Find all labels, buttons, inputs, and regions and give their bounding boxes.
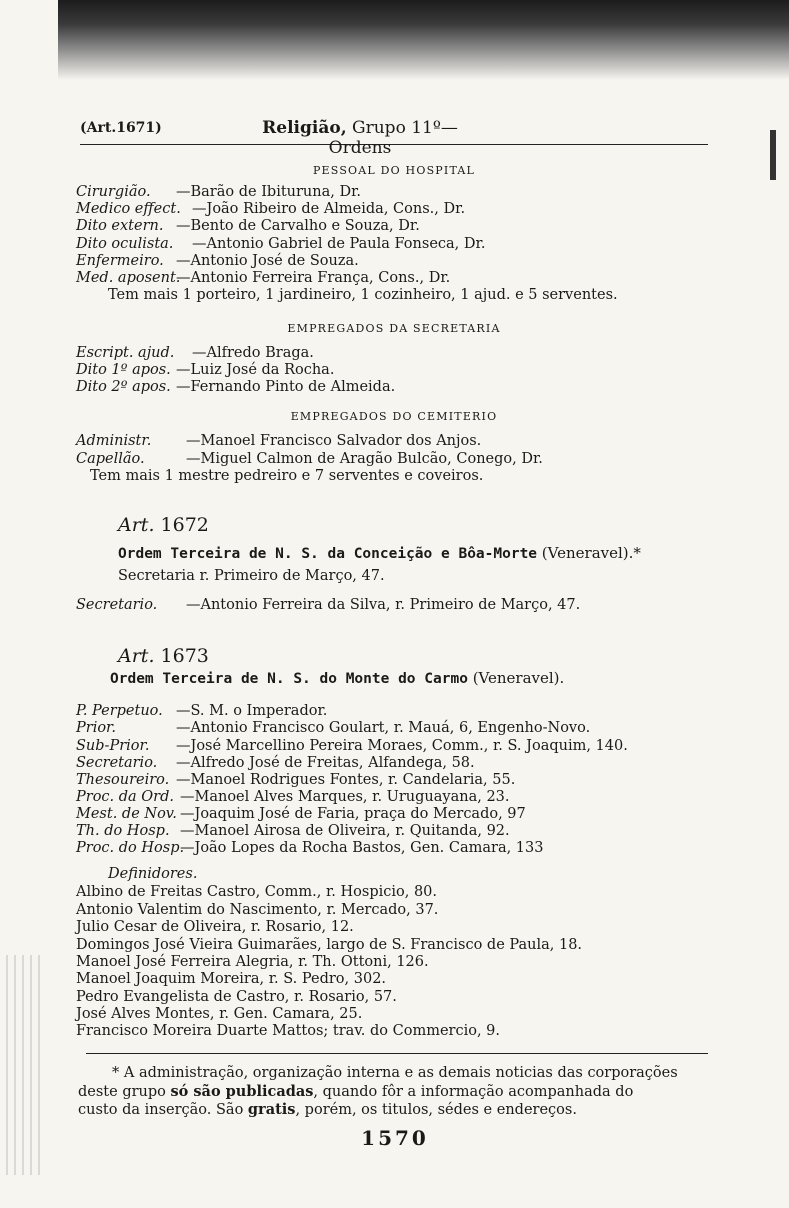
entry-label: Cirurgião. — [76, 184, 151, 200]
footnote-text: custo da inserção. São — [78, 1102, 248, 1118]
order-address-1672: Secretaria r. Primeiro de Março, 47. — [118, 568, 385, 584]
section-heading-hospital: PESSOAL DO HOSPITAL — [312, 164, 476, 177]
entry-value: —Antonio Francisco Goulart, r. Mauá, 6, Engenho-Novo. — [176, 720, 591, 736]
entry-label: Prior. — [76, 720, 117, 736]
entry-label: Capellão. — [76, 451, 145, 467]
entry-value: —Antonio José de Souza. — [176, 253, 359, 269]
entry-row — [76, 218, 420, 235]
entry-row — [76, 703, 327, 720]
entry-value: —Manoel Alves Marques, r. Uruguayana, 23. — [180, 789, 510, 805]
footnote-divider — [86, 1053, 708, 1054]
entry-row — [76, 379, 395, 396]
footnote-bold: gratis — [247, 1101, 296, 1118]
entry-value: —João Ribeiro de Almeida, Cons., Dr. — [192, 201, 466, 217]
entry-label: Thesoureiro. — [76, 772, 170, 788]
cemiterio-note: Tem mais 1 mestre pedreiro e 7 serventes e coveiros. — [90, 468, 484, 484]
footnote-bold: só são publicadas — [170, 1083, 314, 1100]
entry-label: Escript. ajud. — [76, 345, 175, 361]
article-heading-1672 — [118, 514, 209, 536]
entry-value: —S. M. o Imperador. — [176, 703, 328, 719]
entry-row — [76, 433, 481, 450]
header-article-ref: (Art.1671) — [80, 120, 162, 136]
header-title-bold: Religião, — [262, 118, 347, 138]
footnote-line-3 — [78, 1101, 710, 1119]
entry-value: —Miguel Calmon de Aragão Bulcão, Conego, Dr. — [186, 451, 543, 467]
entry-value: —Fernando Pinto de Almeida. — [176, 379, 396, 395]
entry-row — [76, 823, 510, 840]
entry-row — [76, 720, 590, 737]
entry-value: —Alfredo Braga. — [192, 345, 314, 361]
entry-row — [76, 789, 510, 806]
entry-value: —Antonio Ferreira França, Cons., Dr. — [176, 270, 451, 286]
article-heading-1673 — [118, 645, 209, 667]
entry-label: Medico effect. — [76, 201, 181, 217]
definidor-item: Francisco Moreira Duarte Mattos; trav. do Commercio, 9. — [76, 1023, 501, 1039]
entry-row — [76, 270, 450, 287]
scan-right-edge-mark — [770, 130, 776, 180]
definidor-item: José Alves Montes, r. Gen. Camara, 25. — [76, 1006, 363, 1022]
definidor-item: Manoel Joaquim Moreira, r. S. Pedro, 302. — [76, 971, 387, 987]
entry-value: —Joaquim José de Faria, praça do Mercado, 97 — [180, 806, 526, 822]
footnote-text: deste grupo — [78, 1084, 171, 1100]
entry-row — [76, 755, 475, 772]
entry-value: —Antonio Ferreira da Silva, r. Primeiro de Março, 47. — [186, 597, 581, 613]
article-number: 1672 — [160, 514, 209, 536]
entry-value: —Manoel Airosa de Oliveira, r. Quitanda, 92. — [180, 823, 510, 839]
entry-value: —João Lopes da Rocha Bastos, Gen. Camara, 133 — [180, 840, 544, 856]
entry-row — [76, 253, 359, 270]
entry-value: —Antonio Gabriel de Paula Fonseca, Dr. — [192, 236, 486, 252]
entry-row — [76, 840, 543, 857]
entry-label: P. Perpetuo. — [76, 703, 163, 719]
entry-value: —Manoel Francisco Salvador dos Anjos. — [186, 433, 482, 449]
footnote-line-1: * A administração, organização interna e as demais noticias das corporações — [112, 1065, 678, 1081]
entry-value: —José Marcellino Pereira Moraes, Comm., r. S. Joaquim, 140. — [176, 738, 628, 754]
entry-row — [76, 362, 334, 379]
scan-left-margin-marks — [0, 955, 40, 1175]
article-word: Art. — [118, 514, 155, 536]
entry-row — [76, 738, 628, 755]
section-heading-cemiterio: EMPREGADOS DO CEMITERIO — [290, 410, 498, 423]
definidor-item: Domingos José Vieira Guimarães, largo de S. Francisco de Paula, 18. — [76, 937, 583, 953]
entry-row — [76, 184, 361, 201]
entry-label: Secretario. — [76, 597, 158, 613]
entry-label: Proc. do Hosp. — [76, 840, 185, 856]
entry-row — [76, 597, 580, 614]
order-title-1672 — [118, 545, 641, 563]
entry-row — [76, 806, 526, 823]
entry-row — [76, 201, 465, 218]
entry-label: Dito 2º apos. — [76, 379, 171, 395]
entry-label: Mest. de Nov. — [76, 806, 177, 822]
entry-label: Th. do Hosp. — [76, 823, 170, 839]
article-number: 1673 — [160, 645, 209, 667]
entry-value: —Luiz José da Rocha. — [176, 362, 335, 378]
entry-row — [76, 345, 314, 362]
entry-row — [76, 236, 485, 253]
order-title-tail: (Veneravel). — [467, 669, 565, 687]
definidor-item: Albino de Freitas Castro, Comm., r. Hospicio, 80. — [76, 884, 438, 900]
entry-label: Med. aposent. — [76, 270, 181, 286]
header-title — [240, 118, 480, 158]
entry-label: Enfermeiro. — [76, 253, 164, 269]
scan-top-border — [58, 0, 789, 80]
footnote-text: , quando fôr a informação acompanhada do — [313, 1084, 634, 1100]
entry-value: —Alfredo José de Freitas, Alfandega, 58. — [176, 755, 475, 771]
entry-label: Administr. — [76, 433, 152, 449]
entry-value: —Barão de Ibituruna, Dr. — [176, 184, 362, 200]
footnote-text: , porém, os titulos, sédes e endereços. — [295, 1102, 577, 1118]
entry-label: Dito 1º apos. — [76, 362, 171, 378]
order-title-1673 — [110, 670, 564, 688]
order-title-bold: Ordem Terceira de N. S. do Monte do Carmo — [110, 671, 468, 687]
definidor-item: Manoel José Ferreira Alegria, r. Th. Ottoni, 126. — [76, 954, 429, 970]
entry-label: Dito extern. — [76, 218, 164, 234]
definidor-item: Julio Cesar de Oliveira, r. Rosario, 12. — [76, 919, 354, 935]
definidor-item: Pedro Evangelista de Castro, r. Rosario, 57. — [76, 989, 397, 1005]
order-title-tail: (Veneravel).* — [537, 544, 641, 562]
page-number: 1570 — [361, 1126, 429, 1150]
definidor-item: Antonio Valentim do Nascimento, r. Mercado, 37. — [76, 902, 439, 918]
entry-value: —Bento de Carvalho e Souza, Dr. — [176, 218, 420, 234]
entry-row — [76, 451, 543, 468]
page-header — [80, 116, 708, 158]
entry-label: Dito oculista. — [76, 236, 174, 252]
order-title-bold: Ordem Terceira de N. S. da Conceição e Bôa-Morte — [118, 546, 538, 562]
hospital-note: Tem mais 1 porteiro, 1 jardineiro, 1 cozinheiro, 1 ajud. e 5 serventes. — [108, 287, 618, 303]
definidores-heading: Definidores. — [108, 866, 198, 882]
entry-label: Proc. da Ord. — [76, 789, 175, 805]
entry-label: Sub-Prior. — [76, 738, 150, 754]
article-word: Art. — [118, 645, 155, 667]
entry-label: Secretario. — [76, 755, 158, 771]
header-title-rest: Grupo 11º—Ordens — [328, 118, 458, 158]
entry-row — [76, 772, 515, 789]
entry-value: —Manoel Rodrigues Fontes, r. Candelaria, 55. — [176, 772, 516, 788]
footnote-line-2 — [78, 1083, 710, 1101]
section-heading-secretaria: EMPREGADOS DA SECRETARIA — [287, 322, 501, 335]
